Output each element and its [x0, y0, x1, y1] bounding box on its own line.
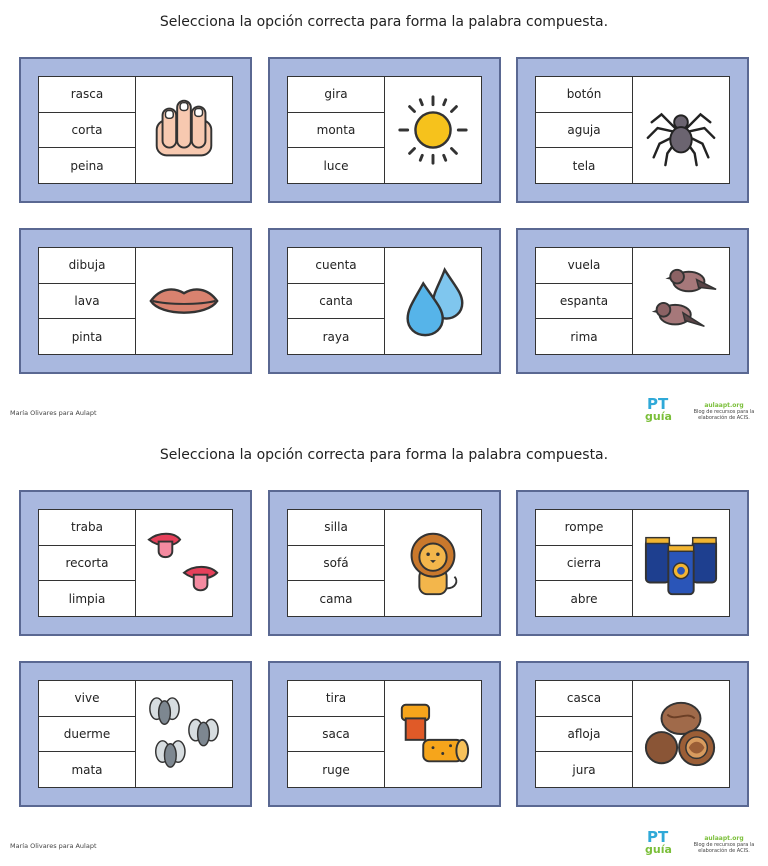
option[interactable]: luce: [323, 158, 349, 173]
card-tongues: [19, 490, 252, 636]
card-lips: [19, 228, 252, 374]
option[interactable]: cuenta: [288, 248, 384, 284]
option[interactable]: saca: [288, 717, 384, 753]
option[interactable]: cama: [319, 591, 353, 606]
birds-icon: [633, 248, 729, 354]
option[interactable]: afloja: [536, 717, 632, 753]
option[interactable]: peina: [70, 158, 104, 173]
option[interactable]: recorta: [39, 546, 135, 582]
option[interactable]: abre: [570, 591, 598, 606]
worksheet-2: [0, 433, 768, 866]
option[interactable]: mata: [71, 762, 103, 777]
option[interactable]: pinta: [71, 329, 103, 344]
option[interactable]: gira: [288, 77, 384, 113]
option[interactable]: botón: [536, 77, 632, 113]
option[interactable]: vuela: [536, 248, 632, 284]
nuts-icon: [633, 681, 729, 787]
option[interactable]: monta: [288, 113, 384, 149]
option[interactable]: rima: [570, 329, 598, 344]
author-credit: María Olivares para Aulapt: [10, 409, 97, 417]
card-birds: [516, 228, 749, 374]
option[interactable]: ruge: [322, 762, 350, 777]
option[interactable]: casca: [536, 681, 632, 717]
card-drops: [268, 228, 501, 374]
option[interactable]: corta: [39, 113, 135, 149]
water-drops-icon: [385, 248, 481, 354]
cans-icon: [633, 510, 729, 616]
card-lion: [268, 490, 501, 636]
lion-icon: [385, 510, 481, 616]
option[interactable]: dibuja: [39, 248, 135, 284]
sun-icon: [385, 77, 481, 183]
tongues-icon: [136, 510, 232, 616]
option[interactable]: limpia: [68, 591, 106, 606]
option[interactable]: aguja: [536, 113, 632, 149]
card-sun: [268, 57, 501, 203]
card-corks: [268, 661, 501, 807]
option[interactable]: silla: [288, 510, 384, 546]
option[interactable]: traba: [39, 510, 135, 546]
instruction-heading: Selecciona la opción correcta para forma la palabra compuesta.: [159, 14, 609, 30]
option[interactable]: espanta: [536, 284, 632, 320]
option[interactable]: cierra: [536, 546, 632, 582]
fingers-icon: [136, 77, 232, 183]
option[interactable]: vive: [39, 681, 135, 717]
card-spider: [516, 57, 749, 203]
option[interactable]: rompe: [536, 510, 632, 546]
instruction-heading: Selecciona la opción correcta para forma la palabra compuesta.: [159, 447, 609, 463]
card-fingers: [19, 57, 252, 203]
option[interactable]: jura: [572, 762, 596, 777]
logo-pt-text: PT: [647, 395, 669, 413]
logo-guia-text: guía: [645, 410, 672, 423]
spider-icon: [633, 77, 729, 183]
author-credit: María Olivares para Aulapt: [10, 842, 97, 850]
logo-pt-text: PT: [647, 828, 669, 846]
logo-site: aulaapt.org: [704, 834, 744, 842]
logo-description: Blog de recursos para la elaboración de ACIS.: [693, 408, 755, 421]
option[interactable]: lava: [39, 284, 135, 320]
logo-site: aulaapt.org: [704, 401, 744, 409]
logo-description: Blog de recursos para la elaboración de ACIS.: [693, 841, 755, 854]
aulapt-logo: [645, 394, 760, 428]
corks-icon: [385, 681, 481, 787]
card-cans: [516, 490, 749, 636]
option[interactable]: raya: [322, 329, 350, 344]
card-flies: [19, 661, 252, 807]
option[interactable]: tela: [572, 158, 596, 173]
option[interactable]: duerme: [39, 717, 135, 753]
option[interactable]: rasca: [39, 77, 135, 113]
option[interactable]: sofá: [288, 546, 384, 582]
option[interactable]: canta: [288, 284, 384, 320]
option[interactable]: tira: [288, 681, 384, 717]
aulapt-logo: [645, 827, 760, 861]
flies-icon: [136, 681, 232, 787]
card-nuts: [516, 661, 749, 807]
logo-guia-text: guía: [645, 843, 672, 856]
lips-icon: [136, 248, 232, 354]
